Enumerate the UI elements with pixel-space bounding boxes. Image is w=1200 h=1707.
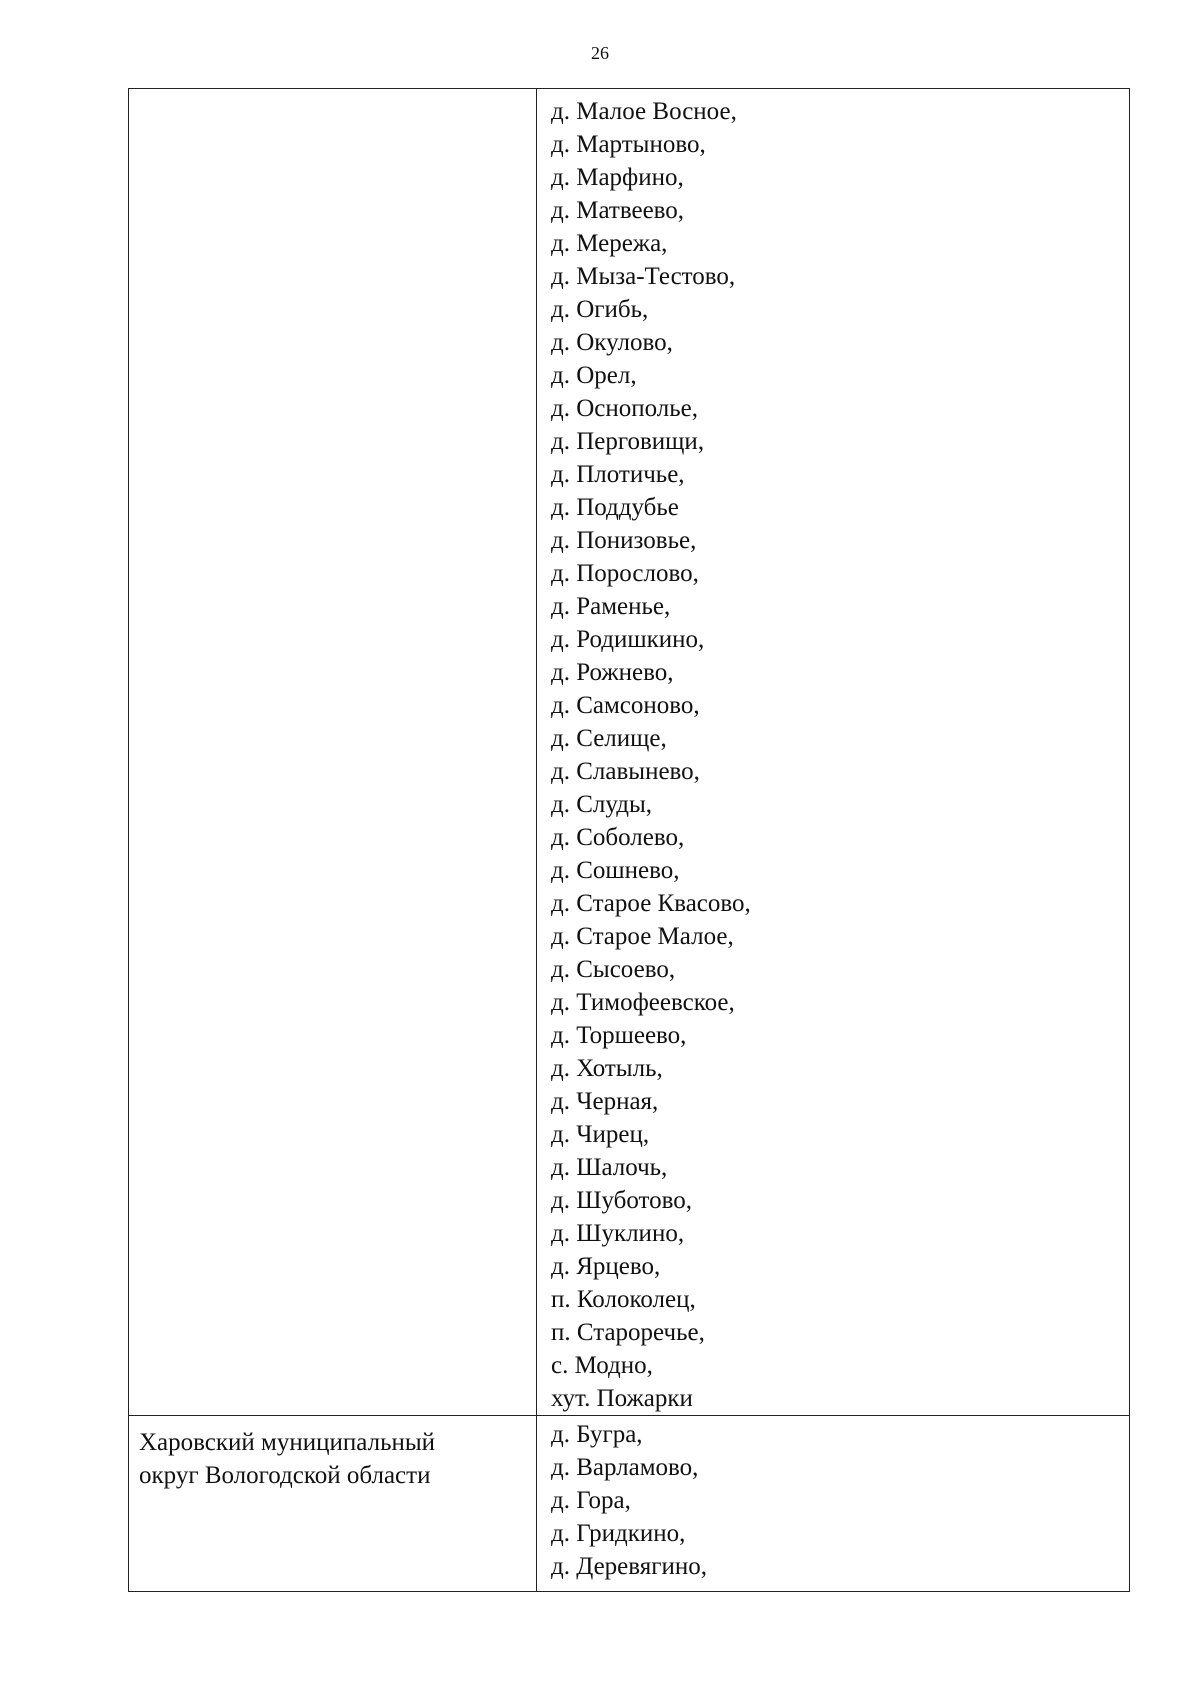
settlement-item: д. Окулово,	[551, 329, 673, 356]
district-name-line: Харовский муниципальный	[139, 1429, 436, 1456]
settlement-item: д. Орел,	[551, 362, 637, 389]
settlement-item: д. Торшеево,	[551, 1022, 687, 1049]
settlement-item: д. Варламово,	[551, 1454, 699, 1481]
settlement-item: п. Колоколец,	[551, 1286, 696, 1313]
settlement-item: д. Марфино,	[551, 164, 684, 191]
settlement-item: д. Мыза-Тестово,	[551, 263, 736, 290]
table-row	[129, 1416, 1130, 1592]
settlement-item: д. Перговищи,	[551, 428, 705, 455]
settlement-item: д. Хотыль,	[551, 1055, 663, 1082]
settlement-item: д. Родишкино,	[551, 626, 705, 653]
settlement-item: д. Шалочь,	[551, 1154, 668, 1181]
settlement-item: д. Малое Восное,	[551, 98, 737, 125]
settlement-item: д. Шуклино,	[551, 1220, 685, 1247]
settlements-cell	[537, 89, 1130, 1416]
settlement-item: д. Сошнево,	[551, 857, 680, 884]
settlement-item: д. Огибь,	[551, 296, 649, 323]
settlement-item: д. Самсоново,	[551, 692, 700, 719]
settlement-item: д. Соболево,	[551, 824, 685, 851]
settlement-item: д. Матвеево,	[551, 197, 685, 224]
settlement-item: д. Понизовье,	[551, 527, 697, 554]
settlement-item: д. Бугра,	[551, 1421, 643, 1448]
settlement-list	[551, 1418, 1129, 1583]
district-cell	[129, 1416, 537, 1592]
settlement-item: д. Черная,	[551, 1088, 659, 1115]
settlement-item: д. Старое Квасово,	[551, 890, 751, 917]
settlements-table	[128, 88, 1130, 1592]
settlement-item: д. Славынево,	[551, 758, 700, 785]
settlement-item: хут. Пожарки	[551, 1385, 693, 1412]
settlement-item: д. Порослово,	[551, 560, 699, 587]
settlement-item: д. Гора,	[551, 1487, 631, 1514]
settlement-item: д. Деревягино,	[551, 1553, 708, 1580]
district-cell	[129, 89, 537, 1416]
settlement-item: д. Поддубье	[551, 494, 679, 521]
settlement-item: д. Селище,	[551, 725, 667, 752]
settlement-item: д. Старое Малое,	[551, 923, 734, 950]
settlement-item: д. Слуды,	[551, 791, 653, 818]
settlement-list	[551, 95, 1129, 1415]
settlement-item: с. Модно,	[551, 1352, 653, 1379]
settlement-item: д. Шуботово,	[551, 1187, 692, 1214]
settlement-item: д. Сысоево,	[551, 956, 676, 983]
page-number: 26	[591, 43, 609, 63]
settlement-item: п. Староречье,	[551, 1319, 705, 1346]
settlements-cell	[537, 1416, 1130, 1592]
settlement-item: д. Тимофеевское,	[551, 989, 735, 1016]
table-row	[129, 89, 1130, 1416]
settlement-item: д. Раменье,	[551, 593, 671, 620]
settlement-item: д. Оснополье,	[551, 395, 699, 422]
settlement-item: д. Гридкино,	[551, 1520, 686, 1547]
settlement-item: д. Мережа,	[551, 230, 668, 257]
settlement-item: д. Чирец,	[551, 1121, 650, 1148]
settlement-item: д. Рожнево,	[551, 659, 674, 686]
settlement-item: д. Ярцево,	[551, 1253, 661, 1280]
district-name-line: округ Вологодской области	[139, 1462, 431, 1489]
settlement-item: д. Плотичье,	[551, 461, 685, 488]
settlement-item: д. Мартыново,	[551, 131, 706, 158]
